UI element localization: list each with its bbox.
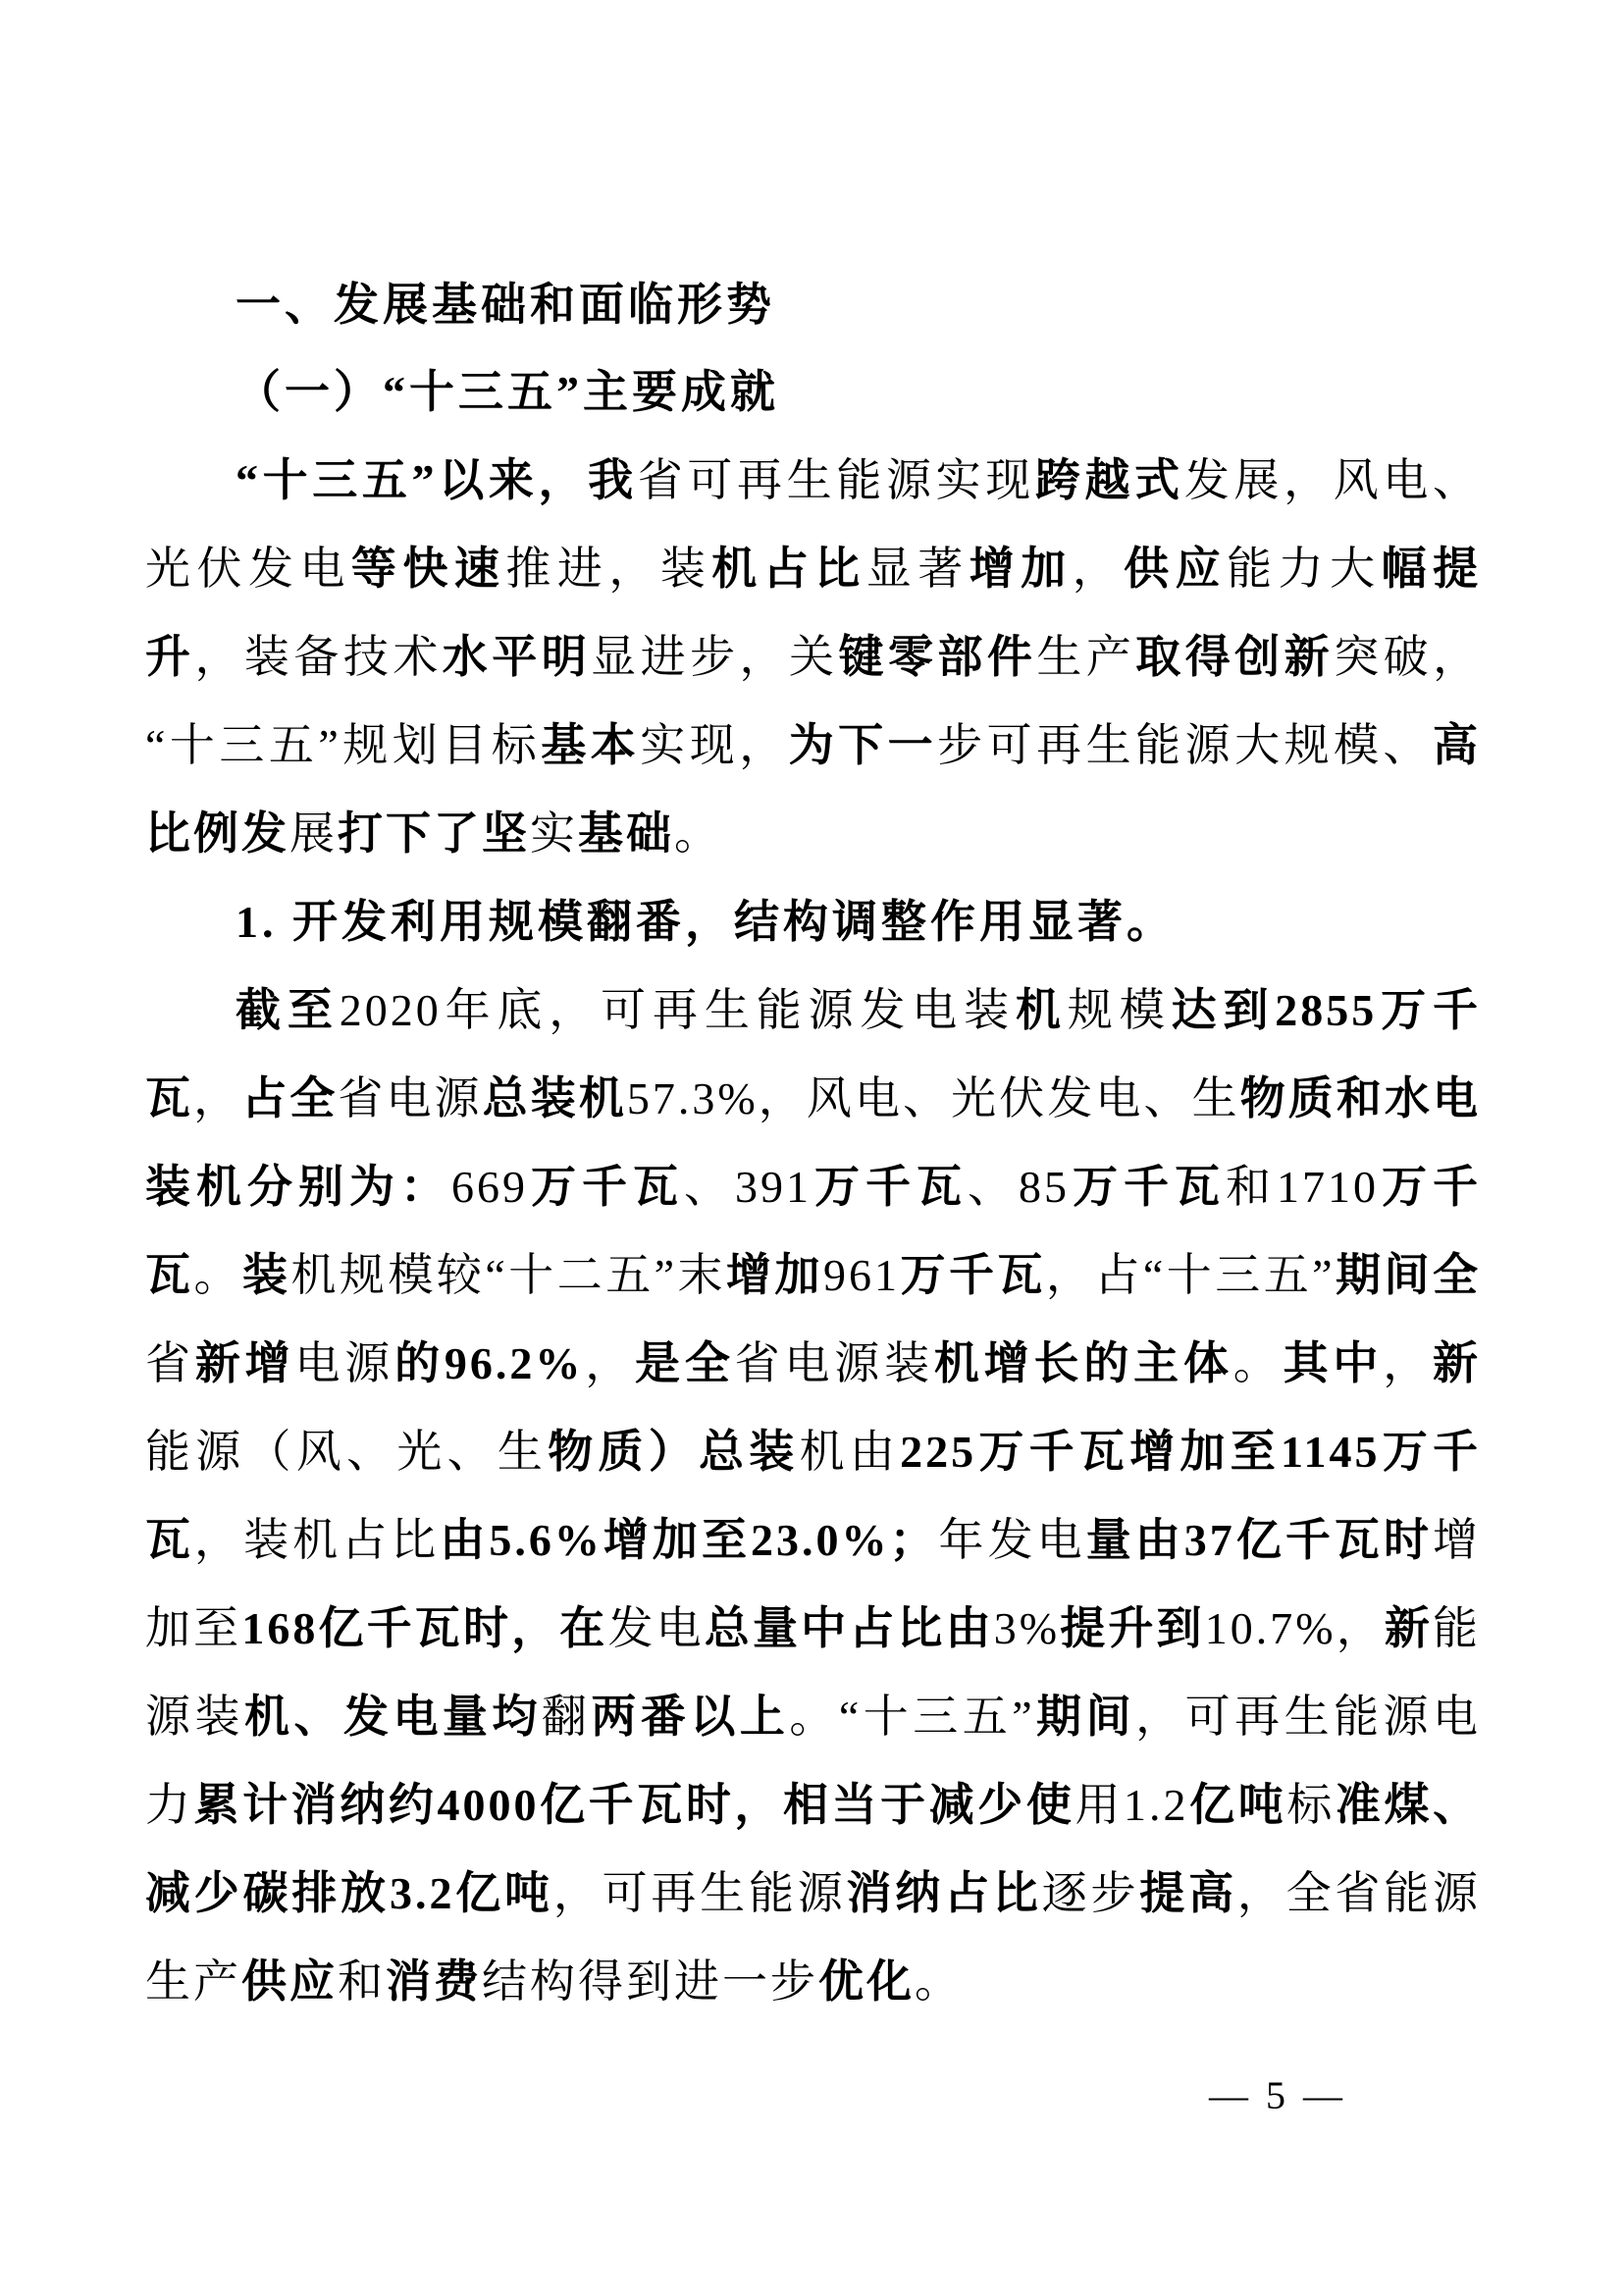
page-number: — 5 — xyxy=(1209,2073,1346,2117)
subsection-heading: （一）“十三五”主要成就 xyxy=(236,367,779,417)
section-heading-level1: 一、发展基础和面临形势 xyxy=(236,279,775,330)
paragraph-statistics: 截至2020年底，可再生能源发电装机规模达到2855万千瓦，占全省电源总装机57.3%，风电、光伏发电、生物质和水电装机分别为：669万千瓦、391万千瓦、85万千瓦和1710万千瓦。装机规模较“十二五”末增加961万千瓦，占“十三五”期间全省新增电源的96.2%，是全省电源装机增长的主体。其中，新能源（风、光、生物质）总装机由225万千瓦增加至1145万千瓦，装机占比由5.6%增加至23.0%；年发电量由37亿千瓦时增加至168亿千瓦时，在发电总量中占比由3%提升到10.7%，新能源装机、发电量均翻两番以上。“十三五”期间，可再生能源电力累计消纳约4000亿千瓦时，相当于减少使用1.2亿吨标准煤、减少碳排放3.2亿吨，可再生能源消纳占比逐步提高，全省能源生产供应和消费结构得到进一步优化。 xyxy=(145,985,1482,2007)
paragraph-overview: “十三五”以来，我省可再生能源实现跨越式发展，风电、光伏发电等快速推进，装机占比显著增加，供应能力大幅提升，装备技术水平明显进步，关键零部件生产取得创新突破，“十三五”规划目标基本实现，为下一步可再生能源大规模、高比例发展打下了坚实基础。 xyxy=(145,455,1482,859)
numbered-subheading: 1. 开发利用规模翻番，结构调整作用显著。 xyxy=(236,897,1176,947)
page-content xyxy=(145,260,1481,2026)
